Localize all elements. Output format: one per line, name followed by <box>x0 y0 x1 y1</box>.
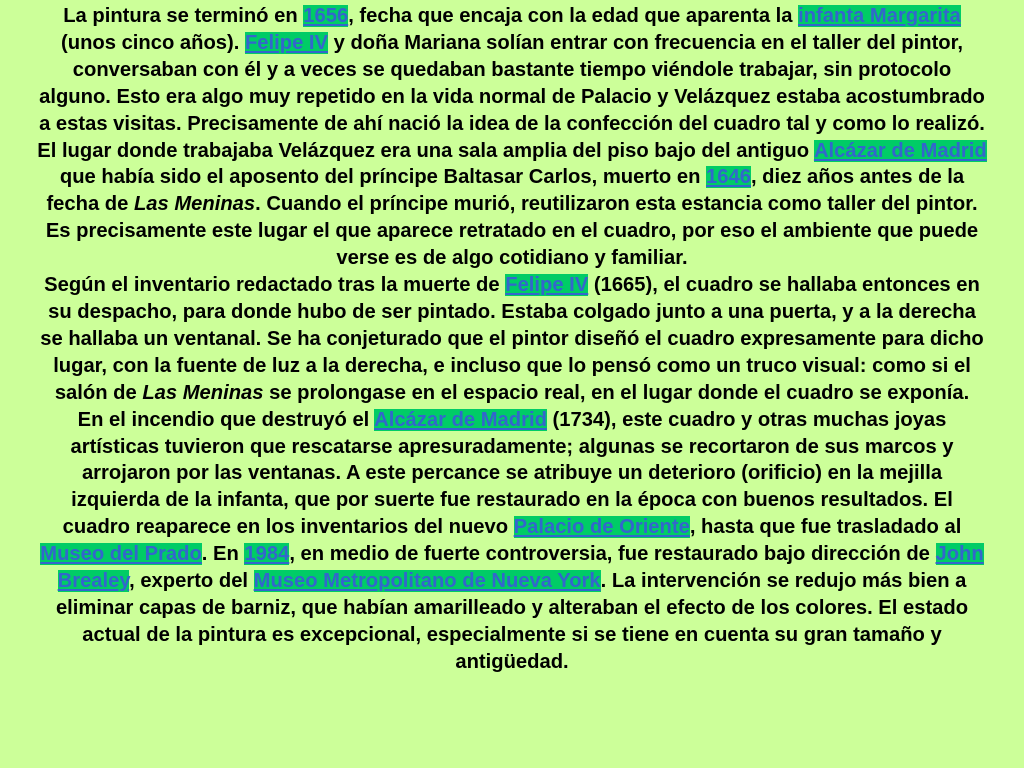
italic-title: Las Meninas <box>133 193 256 216</box>
text-run: (1665), el cuadro se hallaba entonces en su despacho, para donde hubo de ser pintado. Estaba colgado junto a una puerta, y a la derecha se hallaba un ventanal. Se ha conjeturado que el pintor diseñó el cuadro expresamente para dicho lugar, con la fuente de luz a la derecha, e incluso que lo pensó como un truco visual: como si el salón de <box>40 274 984 404</box>
link-museo-del-prado[interactable]: Museo del Prado <box>40 543 202 566</box>
paragraph-1 <box>36 3 988 272</box>
link-felipe-iv[interactable]: Felipe IV <box>505 274 589 297</box>
italic-title: Las Meninas <box>142 381 264 404</box>
text-run: . Cuando el príncipe murió, reutilizaron esta estancia como taller del pintor. Es precisamente este lugar el que aparece retratado en el cuadro, por eso el ambiente que puede verse es de algo cotidiano y familiar. <box>45 193 979 270</box>
text-run: , en medio de fuerte controversia, fue restaurado bajo dirección de <box>289 543 936 566</box>
link-alcazar-de-madrid[interactable]: Alcázar de Madrid <box>374 408 547 431</box>
paragraph-2 <box>36 272 988 407</box>
text-run: En el incendio que destruyó el <box>77 408 375 431</box>
text-run: (1734), este cuadro y otras muchas joyas artísticas tuvieron que rescatarse apresuradamente; algunas se recortaron de sus marcos y arrojaron por las ventanas. A este percance se atribuye un deterioro (orificio) en la mejilla izquierda de la infanta, que por suerte fue restaurado en la época con buenos resultados. El cuadro reaparece en los inventarios del nuevo <box>62 408 954 539</box>
link-felipe-iv[interactable]: Felipe IV <box>244 31 328 54</box>
link-palacio-de-oriente[interactable]: Palacio de Oriente <box>513 516 690 539</box>
text-run: La pintura se terminó en <box>63 5 304 27</box>
text-run: , experto del <box>129 570 254 593</box>
text-run: . La intervención se redujo más bien a eliminar capas de barniz, que habían amarilleado y alteraban el efecto de los colores. El estado actual de la pintura es excepcional, especialmente si se tiene en cuenta su gran tamaño y antigüedad. <box>55 570 969 673</box>
text-run: , fecha que encaja con la edad que aparenta la <box>348 5 799 27</box>
text-run: que había sido el aposento del príncipe Baltasar Carlos, muerto en <box>59 166 707 189</box>
link-1984[interactable]: 1984 <box>244 543 290 566</box>
paragraph-3 <box>36 407 988 676</box>
text-run: , hasta que fue trasladado al <box>689 516 962 539</box>
link-john-brealey[interactable]: John Brealey <box>57 543 984 593</box>
link-1656[interactable]: 1656 <box>303 5 349 27</box>
text-run: , diez años antes de la fecha de <box>46 166 965 216</box>
text-run: se prolongase en el espacio real, en el lugar donde el cuadro se exponía. <box>263 381 970 404</box>
text-run: y doña Mariana solían entrar con frecuencia en el taller del pintor, conversaban con él y a veces se quedaban bastante tiempo viéndole trabajar, sin protocolo alguno. Esto era algo muy repetido en la vida normal de Palacio y Velázquez estaba acostumbrado a estas visitas. Precisamente de ahí nació la idea de la confección del cuadro tal y como lo realizó. El lugar donde trabajaba Velázquez era una sala amplia del piso bajo del antiguo <box>37 31 985 162</box>
link-infanta-margarita[interactable]: infanta Margarita <box>798 5 961 27</box>
link-museo-metropolitano-de-nueva-york[interactable]: Museo Metropolitano de Nueva York <box>253 570 601 593</box>
text-run: . En <box>201 543 245 566</box>
link-1646[interactable]: 1646 <box>706 166 751 189</box>
link-alcazar-de-madrid[interactable]: Alcázar de Madrid <box>813 139 987 162</box>
text-run: (unos cinco años). <box>61 31 245 54</box>
text-run: Según el inventario redactado tras la muerte de <box>44 274 506 297</box>
